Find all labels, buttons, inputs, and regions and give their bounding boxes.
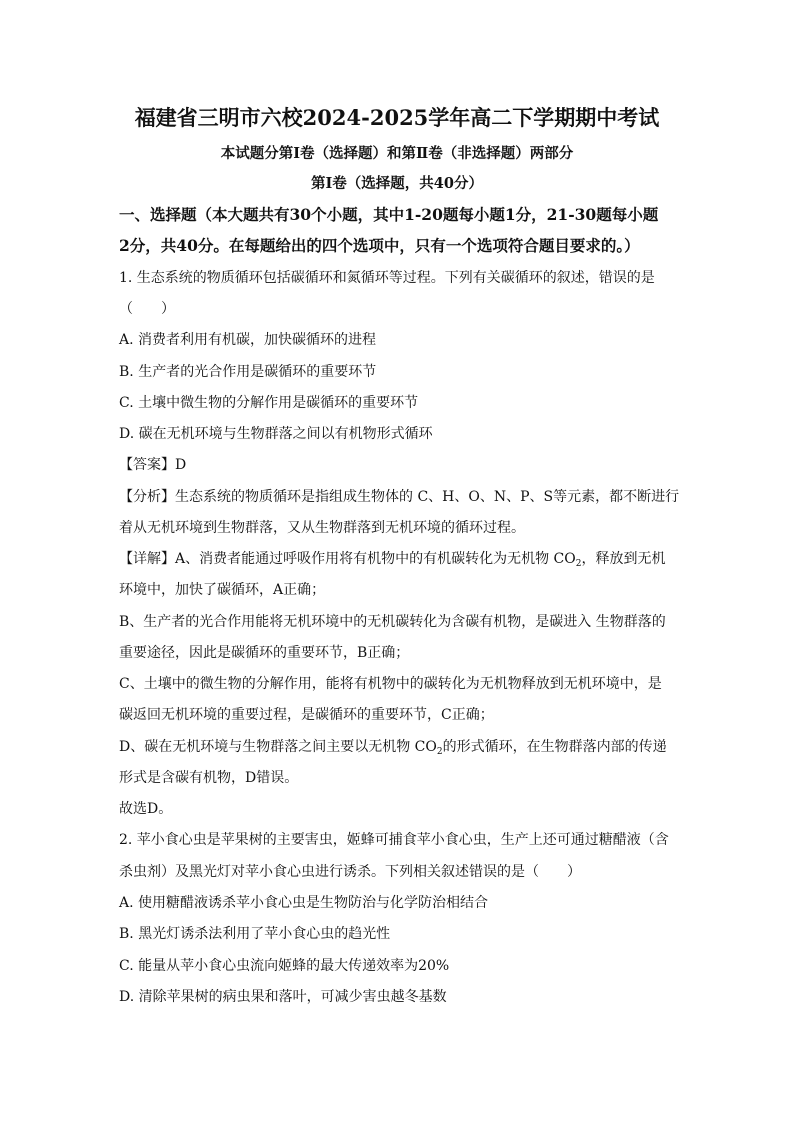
q1-detail-a-text: 【详解】A、消费者能通过呼吸作用将有机物中的有机碳转化为无机物 CO [119, 551, 576, 567]
q1-detail-d-text: D、碳在无机环境与生物群落之间主要以无机物 CO [119, 739, 437, 755]
exam-subtitle: 本试题分第Ⅰ卷（选择题）和第Ⅱ卷（非选择题）两部分 [220, 145, 574, 162]
q1-detail-b-line-2: 重要途径，因此是碳循环的重要环节，B正确； [119, 645, 410, 661]
q1-analysis-line-2: 着从无机环境到生物群落，又从生物群落到无机环境的循环过程。 [119, 520, 525, 536]
q2-option-c: C. 能量从苹小食心虫流向姬蜂的最大传递效率为20% [119, 958, 450, 974]
q1-detail-a-line-2: 环境中，加快了碳循环，A正确； [119, 582, 326, 598]
q1-detail-c-line-2: 碳返回无机环境的重要过程，是碳循环的重要环节，C正确； [119, 707, 494, 723]
q2-option-d: D. 清除苹果树的病虫果和落叶，可减少害虫越冬基数 [119, 989, 447, 1005]
q1-option-b: B. 生产者的光合作用是碳循环的重要环节 [119, 364, 377, 380]
q1-detail-d-text-end: 的形式循环，在生物群落内部的传递 [442, 739, 667, 755]
q1-detail-a-text-end: ，释放到无机 [581, 551, 666, 567]
q1-stem-line-2: （ ） [119, 301, 175, 317]
q1-analysis-line-1: 【分析】生态系统的物质循环是指组成生物体的 C、H、O、N、P、S等元素，都不断进行 [119, 489, 680, 505]
q1-option-d: D. 碳在无机环境与生物群落之间以有机物形式循环 [119, 426, 433, 442]
subscript-2: 2 [436, 747, 443, 757]
q1-stem-line-1: 1. 生态系统的物质循环包括碳循环和氮循环等过程。下列有关碳循环的叙述，错误的是 [119, 270, 655, 286]
q2-stem-line-1: 2. 苹小食心虫是苹果树的主要害虫，姬蜂可捕食苹小食心虫，生产上还可通过糖醋液（含 [119, 832, 669, 848]
instruction-line-1: 一、选择题（本大题共有30个小题，其中1-20题每小题1分，21-30题每小题 [119, 205, 659, 224]
q2-stem-line-2: 杀虫剂）及黑光灯对苹小食心虫进行诱杀。下列相关叙述错误的是（ ） [119, 864, 581, 880]
q1-option-c: C. 土壤中微生物的分解作用是碳循环的重要环节 [119, 395, 419, 411]
q2-option-a: A. 使用糖醋液诱杀苹小食心虫是生物防治与化学防治相结合 [119, 895, 489, 911]
q1-detail-a-line-1 [119, 549, 665, 571]
section-title: 第Ⅰ卷（选择题，共40分） [311, 175, 483, 192]
q1-answer: 【答案】D [119, 457, 187, 473]
subscript-2: 2 [575, 559, 582, 569]
q1-detail-c-line-1: C、土壤中的微生物的分解作用，能将有机物中的碳转化为无机物释放到无机环境中，是 [119, 676, 662, 692]
instruction-line-2: 2分，共40分。在每题给出的四个选项中，只有一个选项符合题目要求的。） [119, 236, 640, 255]
q1-detail-d-line-2: 形式是含碳有机物，D错误。 [119, 770, 299, 786]
page-title: 福建省三明市六校2024-2025学年高二下学期期中考试 [134, 105, 660, 130]
q1-option-a: A. 消费者利用有机碳，加快碳循环的进程 [119, 332, 377, 348]
q1-detail-b-line-1: B、生产者的光合作用能将无机环境中的无机碳转化为含碳有机物，是碳进入 生物群落的 [119, 614, 666, 630]
q1-detail-d-line-1 [119, 737, 667, 759]
q2-option-b: B. 黑光灯诱杀法利用了苹小食心虫的趋光性 [119, 926, 391, 942]
q1-conclusion: 故选D。 [119, 801, 173, 817]
